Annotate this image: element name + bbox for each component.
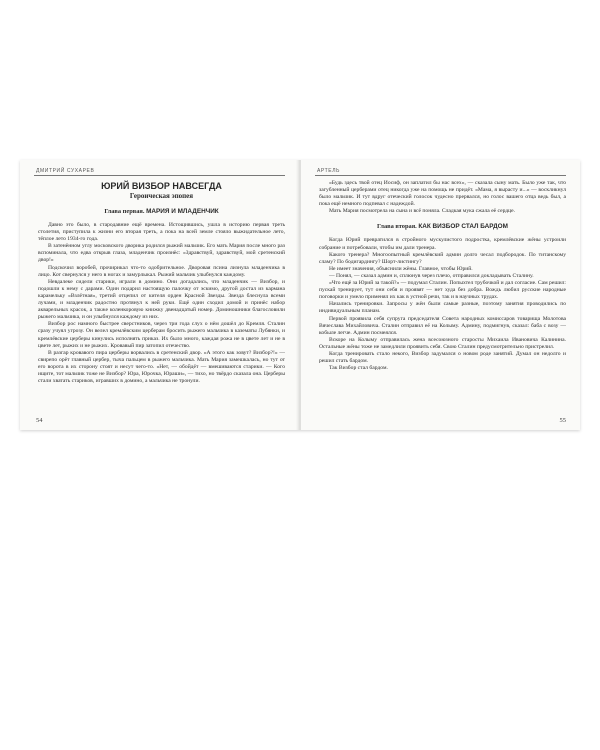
chapter-two-title: КАК ВИЗБОР СТАЛ БАРДОМ [418,223,508,231]
paragraph: Когда Юрий превратился в стройного мускулистого подростка, кремлёвские жёны устроили собрание и потребовали, чтобы им дали тренера. [319,237,566,251]
paragraph: «Будь здесь твой отец Иосиф, он заплатил бы нас всех», — сказала сыну мать. Было уже так, что загубленный церберами отец никогда уже на помощь не придёт. «Мама, я вырасту и...» — воскликнул было мальчик. И тут вдруг отеческий голосок чудесно прервался, но голос вашего отца ведь был, а пока ещё немного подпевал с надеждой. [319,180,566,208]
left-page-number: 54 [36,417,43,424]
paragraph: — Понял, — сказал админ и, сплюнув через плечо, отправился докладывать Сталину. [329,272,534,279]
right-header-rule [315,175,566,176]
paragraph: Давно это было, в стародавние ещё времена. Истощившись, ушла в историю первая треть столетия, приступила к жизни его вторая треть, а пока на всей земле стояло выжидательное лето, тёплое лето 1934-го года. [38,222,285,243]
chapter-one-heading [38,208,285,216]
chapter-one-label: Глава первая. [104,208,145,215]
paragraph: Какого тренера? Многоопытный кремлёвский админ долго чесал подбородок. По титанскому сламу? По бодигардингу? Шорт-листингу? [319,251,566,265]
right-page-number: 55 [559,417,566,424]
right-page [301,160,580,430]
paragraph: Начались тренировки. Запросы у жён были самые разные, поэтому занятия проводились по индивидуальным планам. [319,301,566,315]
paragraph: Визбор рос намного быстрее сверстников, через три года слух о нём дошёл до Кремля. Сталин сразу учуял угрозу. Он велел кремлёвским церберам бросить рыжего мальчика в казематы Лубянки, и кремлёвские церберы кинулись исполнять приказ. Их было много, каждая рожа не в цвете лет и не в цвете лет, рыжих и не рыжих. Кровавый пир затопил отечество. [38,321,285,349]
paragraph: Вскоре на Колыму отправилась жена всесоюзного старосты Михаила Ивановича Калинина. Остальные жёны тоже не замедлили проявить себя. Свою Сталин предусмотрительно пристрелил. [319,336,566,350]
paragraph: В разгар кровавого пира церберы ворвались в сретенский двор. «А этого как зовут? Визбор?!» — свирепо орёт главный цербер, тыча пальцем в рыжего мальчика. Мать Мария замешкалась, но тут от его ворота в их сторону стоят и несут чего-то. «Нет, — обойдёт — вмешиваются старики. — Кого ищите, тот мальчик тоже не Визбор? Юра, Юрочка, Юраши», — тихо, но твёрдо сказала она. Церберы стали хватать стариков, игравших в домино, а мальчика не тронули. [38,349,285,385]
right-running-head: АРТЕЛЬ [317,168,340,174]
paragraph: Подскочил воробей, прочирикал что-то одобрительное. Дворовая псина лизнула младенчика в лицо. Кот свернулся у него в ногах и замурлыкал. Рыжий мальчик улыбнулся каждому. [38,264,285,278]
chapter-one-title: МАРИЯ И МЛАДЕНЧИК [146,208,219,215]
paragraph: Не имеет значения, объяснили жёны. Главное, чтобы Юрий. [329,265,473,272]
paragraph: Так Визбор стал бардом. [329,365,388,372]
paragraph: Когда тренировать стало некого, Визбор задумался о новом роде занятий. Думал он недолго и решил стать бардом. [319,350,566,365]
book-subtitle: Героическая эпопея [129,192,194,200]
left-page-content [38,180,285,385]
chapter-two-label: Глава вторая. [377,223,417,231]
paragraph: Первой проявила себя супруга председателя Совета народных комиссаров товарища Молотова Вячеслава Михайловича. Сталин отправил её на Колыму. Админу, подмигнув, сказал: баба с возу — кобыле легче. Админ посмеялся. [319,315,566,336]
paragraph: «Что ещё за Юрий за такой?» — подумал Сталин. Попыхтел трубочкой и дал согласие. Сам решил: пускай тренирует, тут они себя и проявят — нет худа без добра. Вождь любил русские народные поговорки и умело применял их как в устной речи, так и в научных трудах. [319,280,566,301]
paragraph: Невдалеке сидели старики, играли в домино. Они догадались, что младенчик — Визбор, и подошли к нему с дарами. Один подарил настоящую палочку от эскимо, другой достал из кармана карамельку «Взлётная», третий отцепил от кителя орден Красной Звезды. Звезда блеснула всеми лучами, и младенчик радостно протянул к ней руки. Ещё один сходил домой и принёс набор акварельных красок, а также коленкоровую книжку двенадцатый номер. Доминошники благословили рыжего мальчика, и он улыбнулся каждому из них. [38,278,285,321]
right-page-content [319,180,566,372]
chapter-two-heading [319,223,566,231]
book-spread [20,160,580,430]
left-running-head: ДМИТРИЙ СУХАРЕВ [36,168,95,174]
book-title: ЮРИЙ ВИЗБОР НАВСЕГДА [101,181,222,191]
paragraph: Мать Мария посмотрела на сына и всё поняла. Сладкая мука сжала её сердце. [329,208,516,215]
left-page [20,160,299,430]
paragraph: В затенённом углу московского дворика родился рыжий мальчик. Его мать Мария после много раз вспоминала, что едва открыв глаза, младенчик произнёс: «Здравствуй, здравствуй, мой сретенский двор!» [38,243,285,264]
left-header-rule [34,175,285,176]
